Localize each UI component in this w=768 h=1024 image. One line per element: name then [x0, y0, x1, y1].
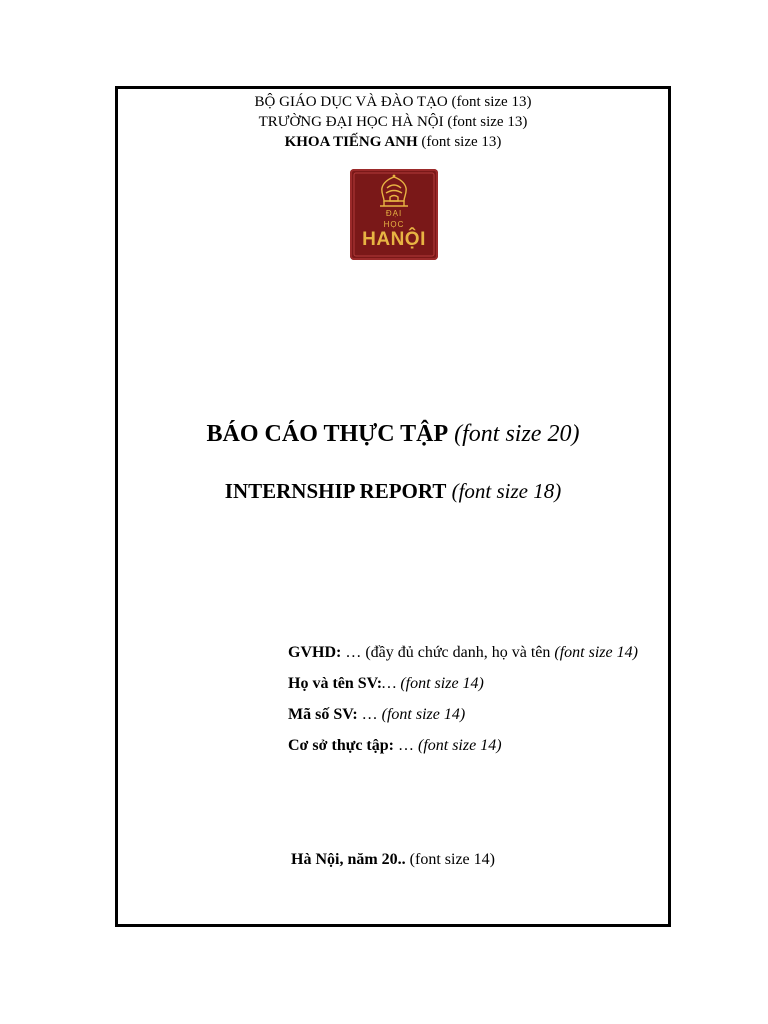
student-name-font-note: (font size 14)	[396, 675, 484, 692]
ministry-font-note: (font size 13)	[451, 94, 532, 110]
title-en-text: INTERNSHIP REPORT	[224, 479, 447, 503]
place-year-text: Hà Nội, năm 20..	[291, 851, 406, 868]
place-year-font-note: (font size 14)	[405, 851, 495, 868]
student-id-font-note: (font size 14)	[381, 706, 466, 723]
report-title-english	[118, 478, 668, 504]
place-and-year	[118, 849, 668, 871]
internship-place-row	[288, 730, 664, 761]
page-border	[115, 86, 671, 927]
ministry-name: BỘ GIÁO DỤC VÀ ĐÀO TẠO	[254, 94, 448, 110]
title-en-font-note: (font size 18)	[451, 479, 562, 503]
university-line	[118, 112, 668, 132]
supervisor-value: … (đầy đủ chức danh, họ và tên	[341, 644, 555, 661]
internship-place-font-note: (font size 14)	[417, 737, 502, 754]
university-logo	[350, 169, 438, 260]
university-name: TRƯỜNG ĐẠI HỌC HÀ NỘI	[258, 114, 444, 130]
ministry-line	[118, 92, 668, 112]
title-vn-font-note: (font size 20)	[454, 421, 580, 447]
university-font-note: (font size 13)	[447, 114, 528, 130]
student-name-row	[288, 668, 664, 699]
title-vn-text: BÁO CÁO THỰC TẬP	[206, 421, 449, 447]
internship-place-value: …	[393, 737, 418, 754]
student-id-row	[288, 699, 664, 730]
faculty-font-note: (font size 13)	[421, 134, 502, 150]
faculty-line	[118, 132, 668, 152]
faculty-name: KHOA TIẾNG ANH	[284, 134, 418, 150]
student-info-block	[288, 637, 664, 761]
internship-place-label: Cơ sở thực tập:	[288, 737, 394, 754]
logo-text-hoc: HỌC	[383, 220, 405, 229]
logo-text-hanoi: HANỘI	[362, 229, 426, 250]
supervisor-font-note: (font size 14)	[554, 644, 638, 661]
supervisor-row	[288, 637, 664, 668]
document-header	[118, 92, 668, 152]
student-name-value: …	[382, 675, 397, 692]
logo-text-dai: ĐẠI	[385, 209, 403, 218]
student-id-label: Mã số SV:	[288, 706, 358, 723]
student-name-label: Họ và tên SV:	[288, 675, 383, 692]
report-title-vietnamese	[118, 419, 668, 449]
student-id-value: …	[357, 706, 382, 723]
supervisor-label: GVHD:	[288, 644, 342, 661]
